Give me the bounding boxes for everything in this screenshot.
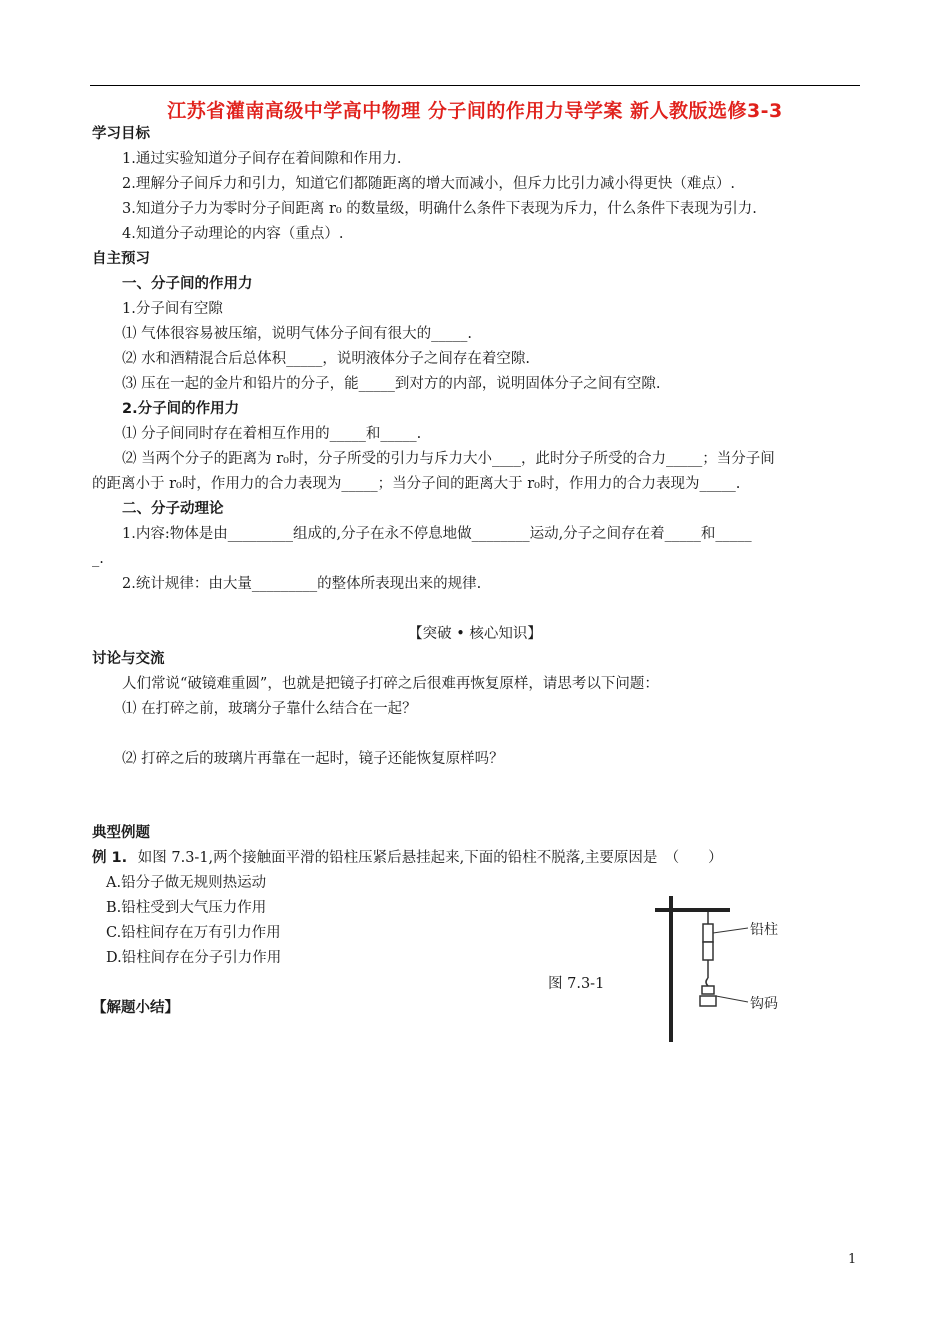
question-line: ⑵ 水和酒精混合后总体积_____，说明液体分子之间存在着空隙.: [122, 351, 530, 367]
goal-item: 2.理解分子间斥力和引力，知道它们都随距离的增大而减小，但斥力比引力减小得更快（难点）.: [122, 176, 735, 192]
figure-caption: 图 7.3-1: [548, 976, 605, 992]
label-weight: 钩码: [750, 996, 778, 1012]
label-lead: 铅柱: [750, 922, 778, 938]
discussion-question: ⑵ 打碎之后的玻璃片再靠在一起时，镜子还能恢复原样吗？: [122, 751, 504, 767]
weight-bottom: [700, 996, 716, 1006]
document-title: 江苏省灌南高级中学高中物理 分子间的作用力导学案 新人教版选修3-3: [167, 100, 783, 122]
question-line: ⑵ 当两个分子的距离为 r₀时，分子所受的引力与斥力大小____，此时分子所受的合力_____；当分子间: [122, 451, 775, 467]
discussion-heading: 讨论与交流: [92, 651, 165, 667]
option-c: C.铅柱间存在万有引力作用: [106, 925, 281, 941]
subsection-title: 1.分子间有空隙: [122, 301, 223, 317]
hook-icon: [706, 978, 708, 986]
summary-heading: 【解题小结】: [92, 1000, 179, 1016]
example-question: 如图 7.3-1,两个接触面平滑的铅柱压紧后悬挂起来,下面的铅柱不脱落,主要原因是 （ ）: [137, 850, 723, 866]
subsection-title: 2.分子间的作用力: [122, 401, 240, 417]
breakthrough-heading: 【突破 • 核心知识】: [408, 626, 542, 642]
support-beam: [655, 908, 730, 912]
example-heading: 典型例题: [92, 825, 150, 841]
question-line: ⑴ 气体很容易被压缩，说明气体分子间有很大的_____.: [122, 326, 472, 342]
discussion-question: ⑴ 在打碎之前，玻璃分子靠什么结合在一起？: [122, 701, 417, 717]
content-line: _.: [92, 551, 104, 567]
option-d: D.铅柱间存在分子引力作用: [106, 950, 282, 966]
question-line: ⑶ 压在一起的金片和铅片的分子，能_____到对方的内部，说明固体分子之间有空隙.: [122, 376, 661, 392]
example-label: 例 1.: [92, 850, 128, 866]
option-b: B.铅柱受到大气压力作用: [106, 900, 267, 916]
lower-lead-cylinder: [703, 942, 713, 960]
header-rule: [90, 85, 860, 86]
discussion-intro: 人们常说“破镜难重圆”，也就是把镜子打碎之后很难再恢复原样，请思考以下问题：: [122, 676, 659, 692]
goals-heading: 学习目标: [92, 126, 150, 142]
upper-lead-cylinder: [703, 924, 713, 942]
page-number: 1: [848, 1252, 857, 1267]
goal-item: 3.知道分子力为零时分子间距离 r₀ 的数量级，明确什么条件下表现为斥力，什么条件下表现为引力.: [122, 201, 757, 217]
preview-heading: 自主预习: [92, 251, 150, 267]
option-a: A.铅分子做无规则热运动: [106, 875, 267, 891]
lead-cylinder-figure: [650, 896, 790, 1042]
goal-item: 4.知道分子动理论的内容（重点）.: [122, 226, 344, 242]
section-title: 一、分子间的作用力: [122, 276, 253, 292]
section-title: 二、分子动理论: [122, 501, 224, 517]
weight-top: [702, 986, 714, 994]
support-post: [669, 896, 673, 1042]
question-line: 的距离小于 r₀时，作用力的合力表现为_____；当分子间的距离大于 r₀时，作用力的合力表现为_____.: [92, 476, 741, 492]
question-line: ⑴ 分子间同时存在着相互作用的_____和_____.: [122, 426, 422, 442]
content-line: 1.内容:物体是由_________组成的,分子在永不停息地做________运动,分子之间存在着_____和_____: [122, 526, 752, 542]
content-line: 2.统计规律：由大量_________的整体所表现出来的规律.: [122, 576, 482, 592]
goal-item: 1.通过实验知道分子间存在着间隙和作用力.: [122, 151, 402, 167]
